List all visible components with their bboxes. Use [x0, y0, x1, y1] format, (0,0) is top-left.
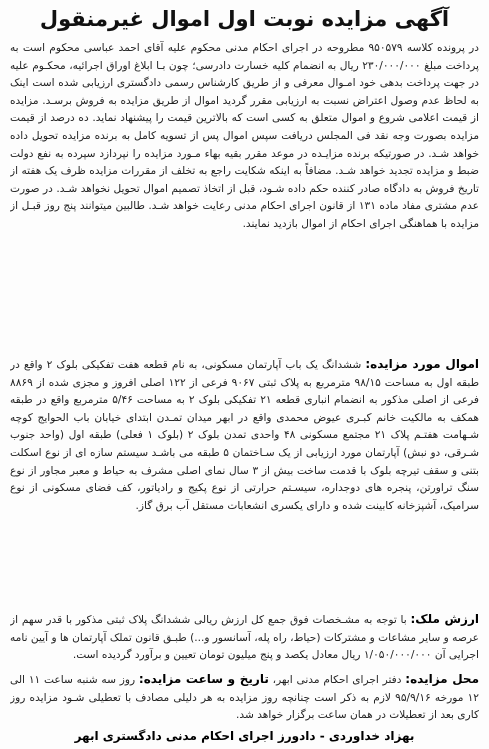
location-paragraph	[10, 671, 479, 725]
value-label: ارزش ملک:	[410, 612, 479, 626]
signature: بهزاد خداوردی - دادورز اجرای احکام مدنی دادگستری ابهر	[74, 729, 415, 743]
property-label: اموال مورد مزایده:	[365, 357, 479, 371]
notice-title: آگهی مزایده نوبت اول اموال غیرمنقول	[39, 7, 450, 31]
value-text: با توجه به مشـخصات فوق جمع کل ارزش ریالی ششدانگ پلاک ثبتی مذکور با قدر سهم از عرصه و سایر مشاعات و مشترکات (حیاط، راه پله، آسانسور و...) طبـق قانون تملک آپارتمان ها و آیین نامه اجرایی آن ۱/۰۵۰/۰۰۰/۰۰۰ ریال معادل یکصد و پنج میلیون تومان تعیین و برآورد گردیده است.	[10, 614, 479, 662]
location-text: دفتر اجرای احکام مدنی ابهر،	[272, 674, 402, 686]
property-text: ششدانگ یک باب آپارتمان مسکونی، به نام قطعه هفت تفکیکی بلوک ۲ واقع در طبقه اول به مساحت ۹۸/۱۵ مترمربع به پلاک ثبتی ۹۰۶۷ فرعی از ۱۲۲ اصلی افروز و مجزی شده از ۸۸۶۹ فرعی از اصلی مذکور به انضمام انباری قطعه ۲۱ تفکیکی بلوک ۲ به مساحت ۵/۴۶ مترمربع واقع در طبقه همکف به مالکیت خانم کبـری عیوض محمدی واقع در ابهر میدان تمـدن ابتدای خیابان باب الحوایج کوچه شـهامت هفتـم پلاک ۲۱ مجتمع مسکونی ۴۸ واحدی تمدن بلوک ۲ (بلوک ۱ فعلی) طبقه اول (واحد جنوب شـرقی، دو نبش) آپارتمان مورد ارزیابی از یک سـاختمان ۵ طبقه می باشـد سیستم سازه ای از نوع اسکلت بتنی و سقف تیرچه بلوک با قدمت ساخت بیش از ۳ سال نمای اصلی مشرف به حیاط و معبر مجاور از نوع سنگ تراورتن، پنجره های دوجداره، سیسـتم حرارتی از نوع پکیج و رادیاتور، کف فضای مسکونی از نوع سرامیک، آشپزخانه کابینت شده و دارای یکسری انشعابات مستقل آب برق گاز.	[10, 359, 479, 512]
time-text: روز سه شنبه ساعت ۱۱ الی ۱۲ مورخه ۹۵/۹/۱۶ لازم به ذکر است چنانچه روز مزایده به هر دلیلی مصادف با تعطیلی شـود مزایده روز کاری بعد از تعطیلات در همان ساعت برگزار خواهد شد.	[10, 674, 479, 722]
property-paragraph	[10, 356, 479, 611]
time-label: تاریخ و ساعت مزایده:	[138, 672, 269, 686]
intro-paragraph: در پرونده کلاسه ۹۵۰۵۷۹ مطروحه در اجرای احکام مدنی محکوم علیه آقای احمد عباسی محکوم است به پرداخت مبلغ ۲۳۰/۰۰۰/۰۰۰ ریال به انضمام کلیه خسارت دادرسی؛ چون بـا ابلاغ اوراق اجرائیه، محکـوم علیه در جهت پرداخت بدهی خود امـوال معرفی و از طریق کارشناس رسمی دادگستری ارزیابی شده است اینک به لحاظ عدم وصول اعتراض نسبت به ارزیابی مقرر گردید اموال از طریق مزایده به فروش برسـد. مزایده از قیمت اعلامی شروع و اموال متعلق به کسی است که بالاترین قیمت را پیشنهاد نماید. ده درصد از قیمت مزایده بصورت وجه نقد فی المجلس دریافت سپس اموال پس از تسویه کامل به برنده مزایده تحویل داده خواهد شـد. در صورتیکه برنده مزایـده در موعد مقرر بقیه بهاء مـورد مزایده را نپردازد سپرده به نفع دولت ضبط و مزایده تجدید خواهد شـد. مضافاً به اینکه شکایت راجع به تخلف از مقررات مزایده ظرف یک هفته از تاریخ فروش به دادگاه صادر کننده حکم داده شـود، قبل از اتخاذ تصمیم اموال تحویل نخواهد شـد. در صورت عدم مشتری مفاد ماده ۱۳۱ از قانون اجرای احکام مدنی رعایت خواهد شـد. طالبین میتوانند پنج روز قبـل از مزایده با هماهنگی اجرای احکام از اموال بازدید نمایند.	[10, 42, 479, 230]
value-paragraph	[10, 611, 479, 667]
location-label: محل مزایده:	[405, 672, 479, 686]
